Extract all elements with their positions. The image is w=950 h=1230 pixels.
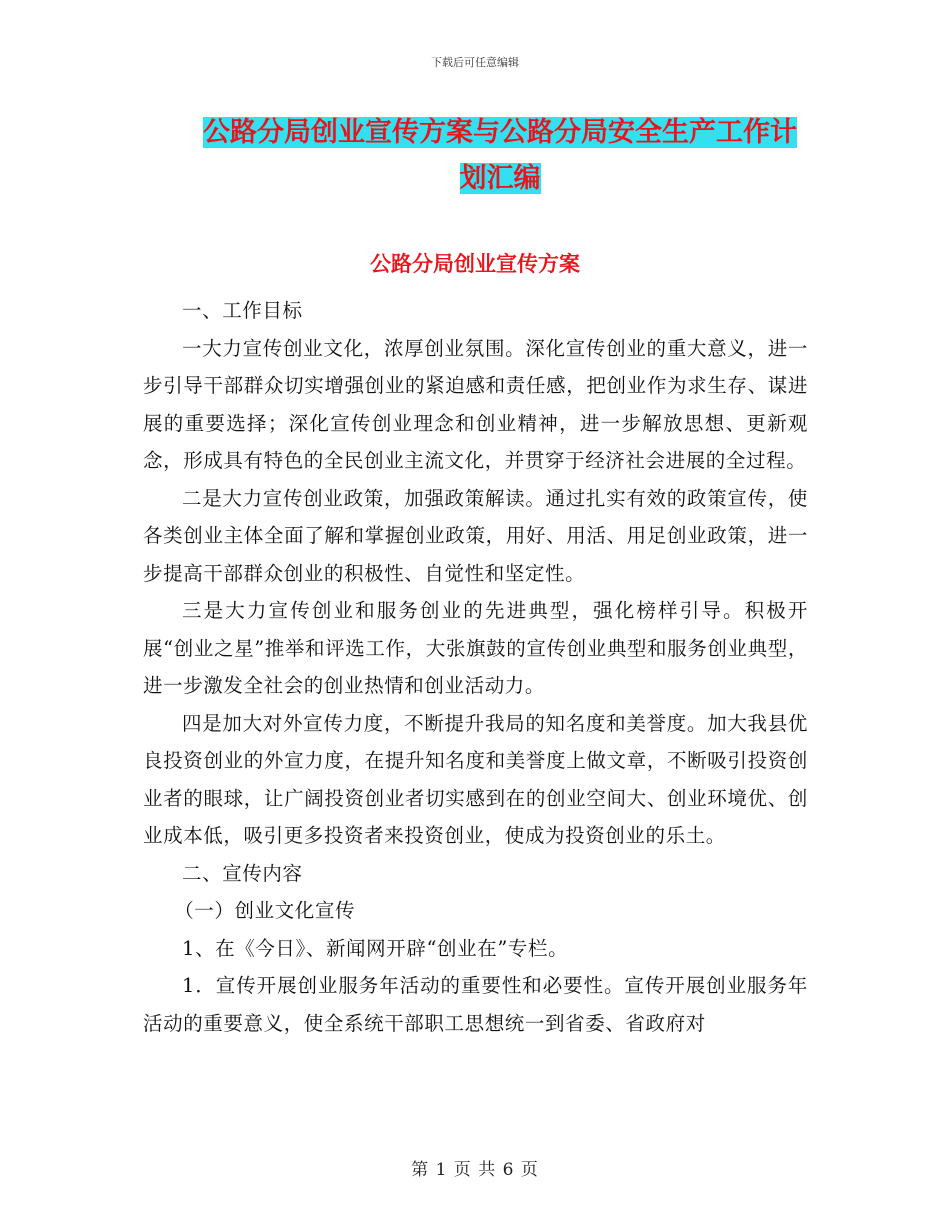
paragraph-goal-4: 四是加大对外宣传力度，不断提升我局的知名度和美誉度。加大我县优良投资创业的外宣力度，在提升知名度和美誉度上做文章，不断吸引投资创业者的眼球，让广阔投资创业者切实感到在的创业空间大、创业环境优、创业成本低，吸引更多投资者来投资创业，使成为投资创业的乐土。 [143,711,808,847]
header-note: 下载后可任意编辑 [431,56,519,69]
subheading-culture-publicity: （一）创业文化宣传 [174,899,356,922]
document-title [190,110,810,202]
document-body [143,292,808,1042]
section-title: 公路分局创业宣传方案 [370,252,580,276]
paragraph-item-1: 1、在《今日》、新闻网开辟“创业在”专栏。 [182,936,569,960]
paragraph-item-1-detail: 1．宣传开展创业服务年活动的重要性和必要性。宣传开展创业服务年活动的重要意义，使全系统干部职工思想统一到省委、省政府对 [143,974,808,1035]
document-title-text: 公路分局创业宣传方案与公路分局安全生产工作计划汇编 [203,117,797,194]
paragraph-goal-1: 一大力宣传创业文化，浓厚创业氛围。深化宣传创业的重大意义，进一步引导干部群众切实增强创业的紧迫感和责任感，把创业作为求生存、谋进展的重要选择；深化宣传创业理念和创业精神，进一步解放思想、更新观念，形成具有特色的全民创业主流文化，并贯穿于经济社会进展的全过程。 [143,336,808,472]
paragraph-goal-2: 二是大力宣传创业政策，加强政策解读。通过扎实有效的政策宣传，使各类创业主体全面了解和掌握创业政策，用好、用活、用足创业政策，进一步提高干部群众创业的积极性、自觉性和坚定性。 [143,486,808,585]
page-number: 第 1 页 共 6 页 [411,1160,539,1180]
heading-work-goals: 一、工作目标 [182,299,303,322]
paragraph-goal-3: 三是大力宣传创业和服务创业的先进典型，强化榜样引导。积极开展“创业之星”推举和评选工作，大张旗鼓的宣传创业典型和服务创业典型，进一步激发全社会的创业热情和创业活动力。 [143,599,808,697]
heading-publicity-content: 二、宣传内容 [182,861,303,885]
